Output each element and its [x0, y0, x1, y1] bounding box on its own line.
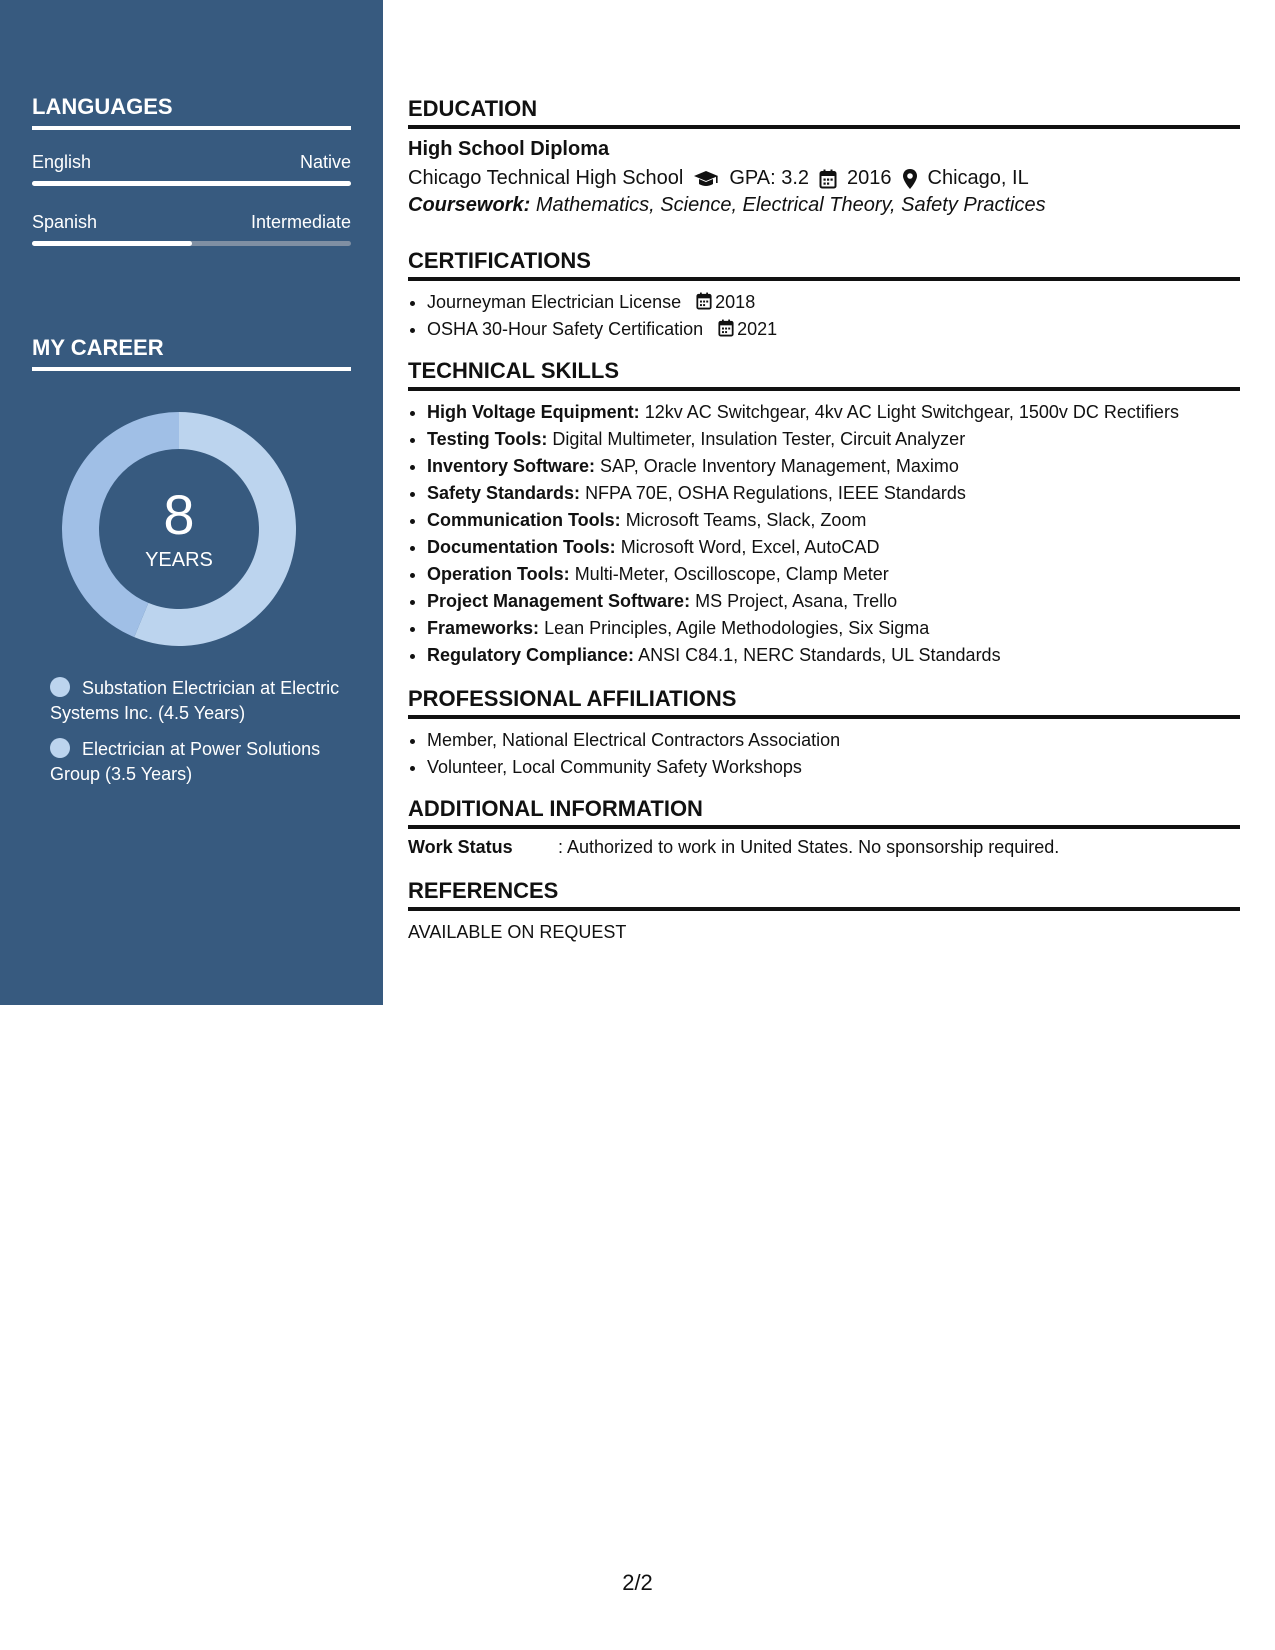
education-heading: EDUCATION: [408, 96, 1240, 129]
career-legend: [50, 676, 350, 798]
work-status-value: : Authorized to work in United States. No sponsorship required.: [558, 837, 1060, 857]
technical-skills-section: [408, 358, 1240, 669]
certification-name: OSHA 30-Hour Safety Certification: [427, 319, 704, 339]
certification-name: Journeyman Electrician License: [427, 292, 682, 312]
skill-values: Microsoft Word, Excel, AutoCAD: [620, 537, 880, 557]
skill-values: 12kv AC Switchgear, 4kv AC Light Switchgear, 1500v DC Rectifiers: [644, 402, 1179, 422]
list-item: [427, 289, 1240, 316]
certification-year: 2021: [737, 319, 778, 339]
list-item: • Volunteer, Local Community Safety Workshops: [427, 754, 1240, 781]
skill-values: Lean Principles, Agile Methodologies, Six Sigma: [544, 618, 930, 638]
affiliations-heading: PROFESSIONAL AFFILIATIONS: [408, 686, 1240, 719]
skill-item: [427, 507, 1240, 534]
map-pin-icon: [902, 168, 918, 190]
education-section: [408, 96, 1240, 217]
skill-values: MS Project, Asana, Trello: [695, 591, 898, 611]
skill-item: [427, 642, 1240, 669]
calendar-icon: [696, 292, 712, 310]
references-section: [408, 878, 1240, 943]
language-proficiency-bar: [32, 241, 351, 246]
skill-category: Project Management Software:: [427, 591, 691, 611]
certification-year: 2018: [715, 292, 756, 312]
skill-item: [427, 588, 1240, 615]
career-heading: MY CAREER: [32, 335, 351, 371]
skill-values: ANSI C84.1, NERC Standards, UL Standards: [638, 645, 1001, 665]
career-item-label: Substation Electrician at Electric Systems Inc. (4.5 Years): [50, 678, 340, 723]
skill-category: Communication Tools:: [427, 510, 621, 530]
language-spanish: [32, 212, 351, 246]
languages-section: [32, 94, 351, 246]
skill-item: [427, 399, 1240, 426]
technical-skills-heading: TECHNICAL SKILLS: [408, 358, 1240, 391]
skill-item: [427, 534, 1240, 561]
calendar-icon: [718, 319, 734, 337]
coursework-label: Coursework:: [408, 194, 531, 216]
certifications-list: [408, 289, 1240, 343]
skill-item: [427, 480, 1240, 507]
career-donut-center: [62, 412, 296, 646]
references-heading: REFERENCES: [408, 878, 1240, 911]
language-level: Native: [299, 152, 351, 172]
skill-category: Frameworks:: [427, 618, 540, 638]
legend-dot-icon: [50, 677, 70, 697]
language-proficiency-bar: [32, 181, 351, 186]
list-item: [427, 316, 1240, 343]
skill-category: Testing Tools:: [427, 429, 548, 449]
certifications-heading: CERTIFICATIONS: [408, 248, 1240, 281]
career-item: [50, 737, 350, 787]
skill-values: Digital Multimeter, Insulation Tester, Circuit Analyzer: [552, 429, 966, 449]
list-item: • Member, National Electrical Contractors Association: [427, 727, 1240, 754]
skill-category: Safety Standards:: [427, 483, 581, 503]
affiliations-list: [408, 727, 1240, 781]
coursework: [408, 194, 1240, 217]
graduation-cap-icon: [693, 170, 719, 188]
page-number: 2/2: [622, 1570, 653, 1595]
skill-values: Microsoft Teams, Slack, Zoom: [625, 510, 867, 530]
additional-info-section: [408, 796, 1240, 858]
skill-values: NFPA 70E, OSHA Regulations, IEEE Standards: [585, 483, 966, 503]
work-status-label: Work Status: [408, 837, 513, 857]
language-english: [32, 152, 351, 186]
sidebar: [0, 0, 383, 1005]
career-years-label: YEARS: [145, 548, 213, 571]
language-name: Spanish: [32, 212, 98, 232]
skill-category: Regulatory Compliance:: [427, 645, 635, 665]
skill-item: [427, 453, 1240, 480]
skill-values: Multi-Meter, Oscilloscope, Clamp Meter: [574, 564, 889, 584]
career-item: [50, 676, 350, 726]
career-donut-chart: [62, 412, 296, 646]
legend-dot-icon: [50, 738, 70, 758]
career-item-label: Electrician at Power Solutions Group (3.5 Years): [50, 739, 321, 784]
skill-category: Documentation Tools:: [427, 537, 616, 557]
gpa: GPA: 3.2: [729, 167, 810, 189]
language-level: Intermediate: [250, 212, 351, 232]
language-proficiency-fill: [32, 181, 351, 186]
career-section: [32, 335, 351, 371]
skill-values: SAP, Oracle Inventory Management, Maximo: [600, 456, 959, 476]
affiliations-section: [408, 686, 1240, 781]
calendar-icon: [819, 169, 837, 189]
career-total-years: 8: [163, 482, 195, 546]
degree-title: High School Diploma: [408, 138, 610, 160]
skills-list: [408, 399, 1240, 669]
skill-category: Inventory Software:: [427, 456, 596, 476]
work-status-row: [408, 837, 1240, 858]
language-proficiency-fill: [32, 241, 192, 246]
references-text: AVAILABLE ON REQUEST: [408, 922, 627, 942]
skill-category: High Voltage Equipment:: [427, 402, 640, 422]
coursework-list: Mathematics, Science, Electrical Theory, Safety Practices: [535, 194, 1046, 216]
skill-item: [427, 426, 1240, 453]
school-name: Chicago Technical High School: [408, 167, 684, 189]
skill-item: [427, 561, 1240, 588]
skill-item: [427, 615, 1240, 642]
school-location: Chicago, IL: [927, 167, 1029, 189]
education-details: [408, 167, 1240, 190]
languages-heading: LANGUAGES: [32, 94, 351, 130]
certifications-section: [408, 248, 1240, 343]
additional-info-heading: ADDITIONAL INFORMATION: [408, 796, 1240, 829]
graduation-year: 2016: [847, 167, 892, 189]
skill-category: Operation Tools:: [427, 564, 570, 584]
language-name: English: [32, 152, 92, 172]
